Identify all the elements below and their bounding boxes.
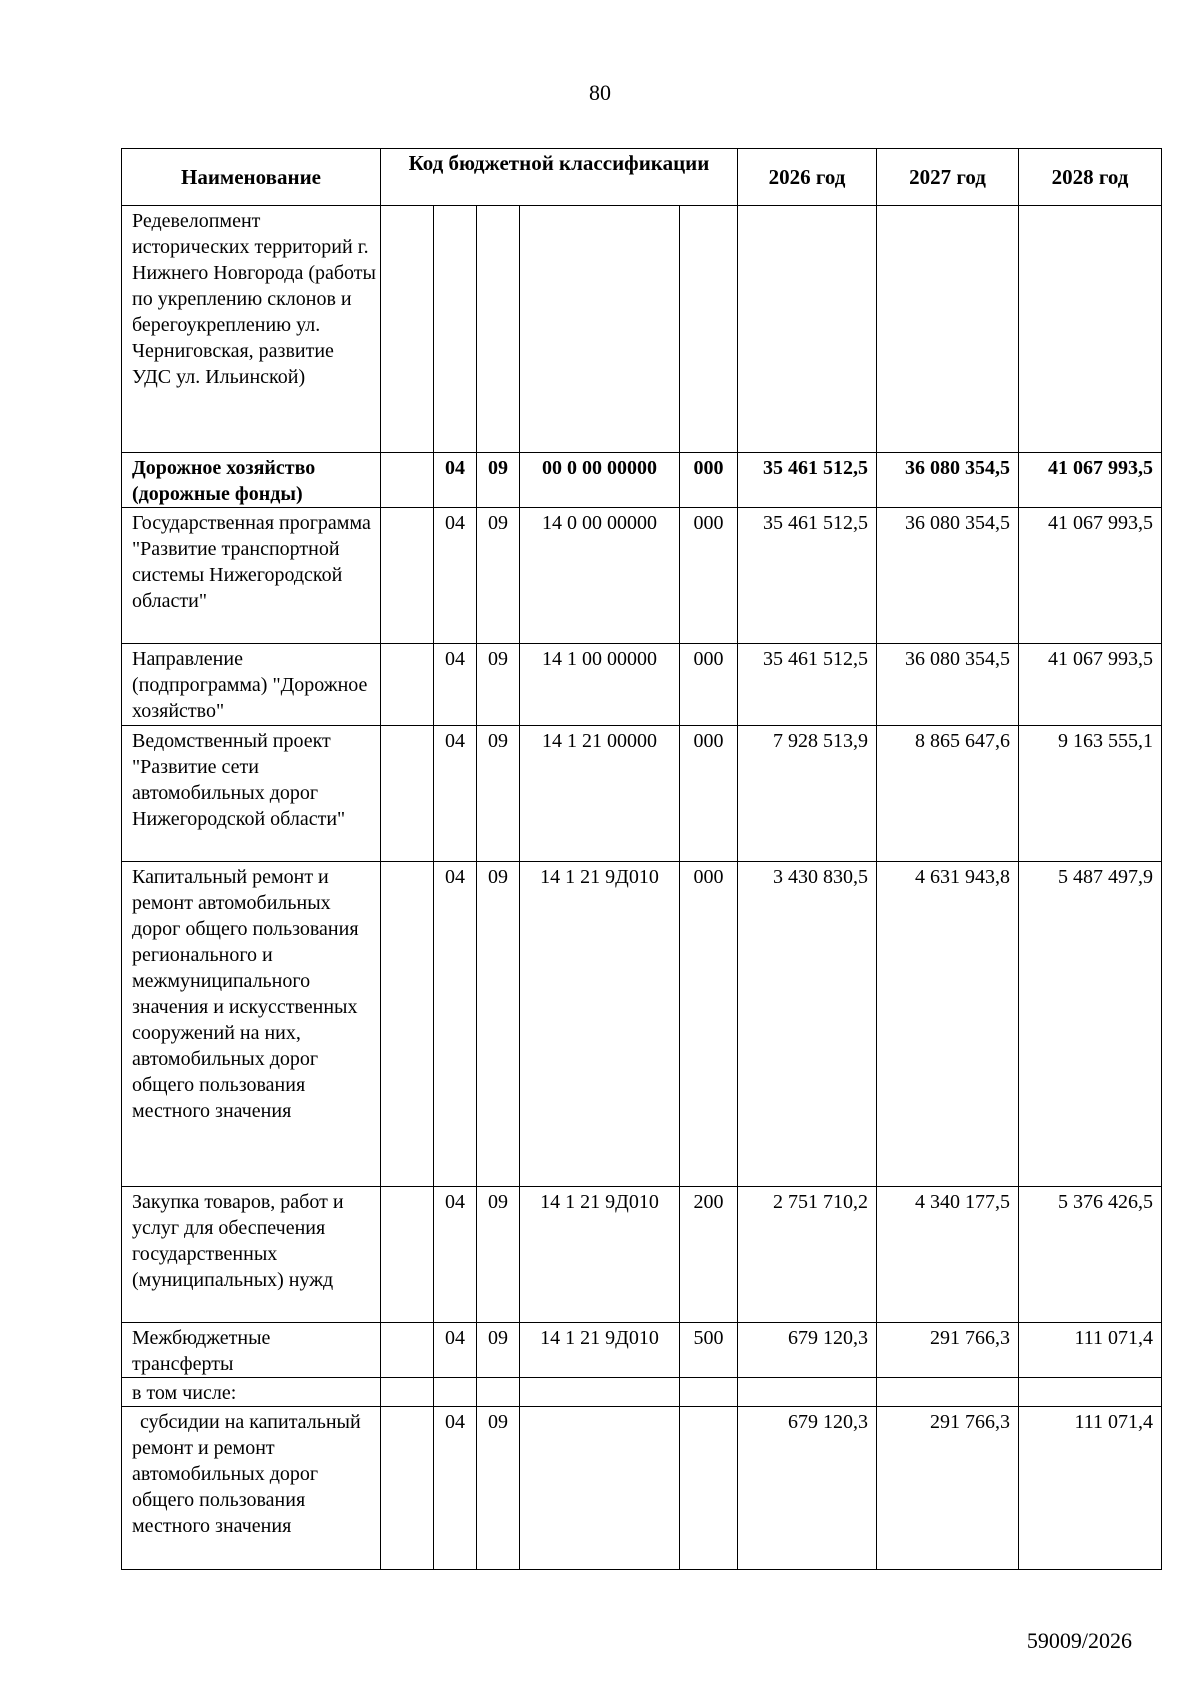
row-rz: 04 [434, 862, 477, 1187]
row-csr: 14 0 00 00000 [520, 508, 680, 644]
row-pr [477, 206, 520, 453]
row-empty [381, 726, 434, 862]
row-rz: 04 [434, 644, 477, 726]
row-2028: 111 071,4 [1019, 1407, 1162, 1570]
row-2026: 679 120,3 [738, 1407, 877, 1570]
row-vr [680, 1407, 738, 1570]
table-row [122, 1407, 1162, 1570]
row-vr: 500 [680, 1323, 738, 1378]
row-rz [434, 206, 477, 453]
row-pr: 09 [477, 453, 520, 508]
table-row [122, 862, 1162, 1187]
row-vr: 000 [680, 508, 738, 644]
row-vr: 000 [680, 726, 738, 862]
row-empty [381, 1187, 434, 1323]
row-name: в том числе: [122, 1378, 381, 1407]
row-name: Направление (подпрограмма) "Дорожное хозяйство" [122, 644, 381, 726]
row-rz: 04 [434, 1323, 477, 1378]
row-2026 [738, 206, 877, 453]
row-csr: 14 1 21 9Д010 [520, 862, 680, 1187]
row-2026: 679 120,3 [738, 1323, 877, 1378]
row-name: Ведомственный проект "Развитие сети автомобильных дорог Нижегородской области" [122, 726, 381, 862]
row-pr: 09 [477, 1323, 520, 1378]
row-2027: 36 080 354,5 [877, 508, 1019, 644]
document-number: 59009/2026 [1026, 1628, 1132, 1653]
row-empty [381, 206, 434, 453]
row-2026: 2 751 710,2 [738, 1187, 877, 1323]
row-2027: 36 080 354,5 [877, 453, 1019, 508]
row-2028: 41 067 993,5 [1019, 644, 1162, 726]
row-2026: 35 461 512,5 [738, 644, 877, 726]
row-rz: 04 [434, 453, 477, 508]
table-row [122, 1187, 1162, 1323]
row-2027: 4 340 177,5 [877, 1187, 1019, 1323]
table-row [122, 644, 1162, 726]
row-pr: 09 [477, 862, 520, 1187]
row-2028 [1019, 206, 1162, 453]
row-2026 [738, 1378, 877, 1407]
row-2028: 111 071,4 [1019, 1323, 1162, 1378]
table-row [122, 1378, 1162, 1407]
row-2027: 291 766,3 [877, 1407, 1019, 1570]
row-empty [381, 862, 434, 1187]
row-2028: 41 067 993,5 [1019, 508, 1162, 644]
row-rz: 04 [434, 1187, 477, 1323]
row-vr: 000 [680, 453, 738, 508]
row-vr [680, 206, 738, 453]
row-rz: 04 [434, 1407, 477, 1570]
table-row [122, 1323, 1162, 1378]
row-2028: 41 067 993,5 [1019, 453, 1162, 508]
row-csr: 00 0 00 00000 [520, 453, 680, 508]
row-2028: 5 376 426,5 [1019, 1187, 1162, 1323]
page-number: 80 [589, 80, 611, 105]
row-2028 [1019, 1378, 1162, 1407]
row-csr: 14 1 21 9Д010 [520, 1323, 680, 1378]
row-vr: 000 [680, 862, 738, 1187]
header-code: Код бюджетной классификации [381, 149, 738, 206]
row-empty [381, 508, 434, 644]
header-row [122, 149, 1162, 206]
row-pr: 09 [477, 1407, 520, 1570]
row-vr [680, 1378, 738, 1407]
row-name: Закупка товаров, работ и услуг для обеспечения государственных (муниципальных) нужд [122, 1187, 381, 1323]
header-2028: 2028 год [1019, 149, 1162, 206]
row-2027: 8 865 647,6 [877, 726, 1019, 862]
row-empty [381, 1407, 434, 1570]
row-name: Государственная программа "Развитие транспортной системы Нижегородской области" [122, 508, 381, 644]
table-row [122, 508, 1162, 644]
row-2027: 36 080 354,5 [877, 644, 1019, 726]
row-csr [520, 1407, 680, 1570]
row-empty [381, 1378, 434, 1407]
row-2027: 4 631 943,8 [877, 862, 1019, 1187]
row-name: Межбюджетные трансферты [122, 1323, 381, 1378]
row-2026: 35 461 512,5 [738, 508, 877, 644]
row-2027 [877, 1378, 1019, 1407]
row-2028: 9 163 555,1 [1019, 726, 1162, 862]
row-empty [381, 453, 434, 508]
row-rz: 04 [434, 508, 477, 644]
table-row [122, 206, 1162, 453]
header-2027: 2027 год [877, 149, 1019, 206]
row-pr: 09 [477, 644, 520, 726]
row-pr: 09 [477, 1187, 520, 1323]
row-pr: 09 [477, 726, 520, 862]
row-name: Редевелопмент исторических территорий г. Нижнего Новгорода (работы по укреплению склонов и берегоукреплению ул. Черниговская, развитие УДС ул. Ильинской) [122, 206, 381, 453]
table-row [122, 453, 1162, 508]
header-2026: 2026 год [738, 149, 877, 206]
row-empty [381, 1323, 434, 1378]
header-name: Наименование [122, 149, 381, 206]
row-empty [381, 644, 434, 726]
row-name: Дорожное хозяйство (дорожные фонды) [122, 453, 381, 508]
row-name-text: субсидии на капитальный ремонт и ремонт автомобильных дорог общего пользования местного значения [132, 1411, 361, 1537]
row-pr: 09 [477, 508, 520, 644]
row-csr [520, 206, 680, 453]
row-vr: 000 [680, 644, 738, 726]
row-2028: 5 487 497,9 [1019, 862, 1162, 1187]
table-row [122, 726, 1162, 862]
row-csr: 14 1 21 00000 [520, 726, 680, 862]
row-csr: 14 1 00 00000 [520, 644, 680, 726]
row-rz [434, 1378, 477, 1407]
row-2027: 291 766,3 [877, 1323, 1019, 1378]
row-rz: 04 [434, 726, 477, 862]
row-2026: 35 461 512,5 [738, 453, 877, 508]
row-csr [520, 1378, 680, 1407]
row-name [122, 1407, 381, 1570]
row-name: Капитальный ремонт и ремонт автомобильных дорог общего пользования регионального и межмуниципального значения и искусственных сооружений на них, автомобильных дорог общего пользования местного значения [122, 862, 381, 1187]
row-vr: 200 [680, 1187, 738, 1323]
row-csr: 14 1 21 9Д010 [520, 1187, 680, 1323]
row-2026: 3 430 830,5 [738, 862, 877, 1187]
row-2026: 7 928 513,9 [738, 726, 877, 862]
row-pr [477, 1378, 520, 1407]
budget-table [121, 148, 1162, 1570]
row-2027 [877, 206, 1019, 453]
